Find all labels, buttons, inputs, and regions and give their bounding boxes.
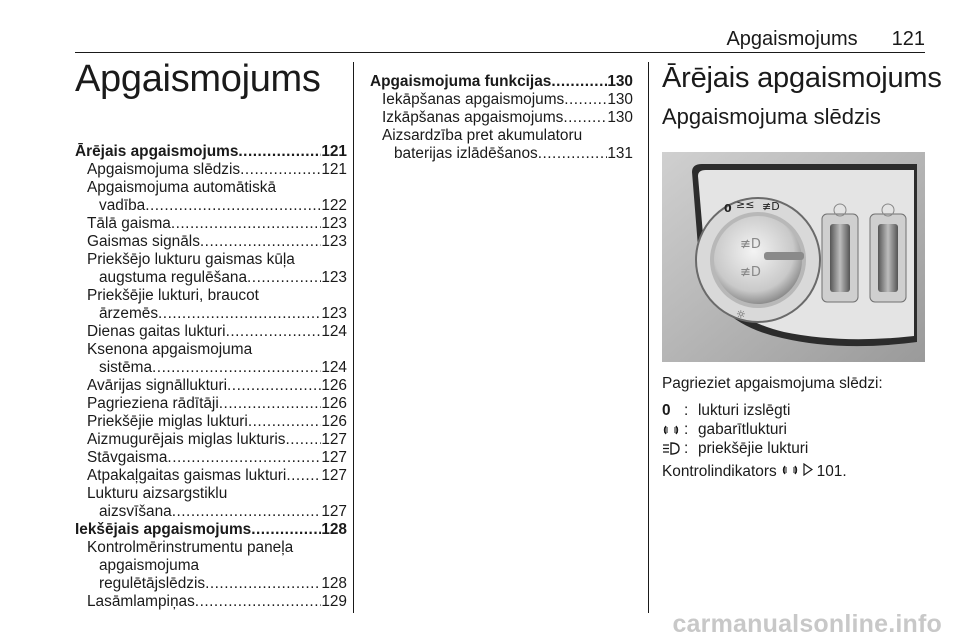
- toc-entry[interactable]: [75, 305, 347, 323]
- indicator-reference: [662, 463, 847, 481]
- legend-row-parking: : gabarītlukturi: [662, 420, 808, 439]
- toc-entry-title: Aizmugurējais miglas lukturis: [87, 431, 286, 448]
- toc-page-number: 126: [321, 395, 347, 412]
- toc-page-number: 131: [607, 145, 633, 162]
- toc-page-number: 127: [321, 467, 347, 484]
- toc-page-number: 126: [321, 377, 347, 394]
- toc-entry[interactable]: [75, 503, 347, 521]
- toc-text-line: apgaismojuma: [99, 557, 200, 574]
- toc-entry-title: Iekāpšanas apgaismojums: [382, 91, 565, 108]
- toc-column-left: [75, 143, 347, 611]
- toc-entry[interactable]: [75, 269, 347, 287]
- toc-text-line: Apgaismojuma automātiskā: [87, 179, 277, 196]
- toc-page-number: 123: [321, 215, 347, 232]
- toc-entry-title: Izkāpšanas apgaismojums: [382, 109, 564, 126]
- running-header: [75, 28, 925, 52]
- legend-text: gabarītlukturi: [698, 421, 787, 438]
- toc-page-number: 130: [607, 73, 633, 90]
- toc-entry-title: sistēma: [99, 359, 153, 376]
- svg-text:≢D: ≢D: [762, 200, 780, 213]
- toc-entry[interactable]: [370, 145, 633, 163]
- toc-entry[interactable]: [75, 377, 347, 395]
- toc-entry-title: Ārējais apgaismojums: [75, 143, 239, 160]
- switch-legend: [662, 401, 808, 458]
- chapter-title: Apgaismojums: [75, 58, 321, 100]
- toc-page-number: 121: [321, 161, 347, 178]
- toc-entry-title: aizsvīšana: [99, 503, 172, 520]
- running-header-title: Apgaismojums: [726, 28, 858, 50]
- toc-leader-dots: [538, 145, 608, 163]
- toc-leader-dots: [563, 109, 607, 127]
- toc-leader-dots: [226, 323, 322, 341]
- toc-leader-dots: [286, 467, 321, 485]
- toc-entry[interactable]: [75, 197, 347, 215]
- subsection-title: Apgaismojuma slēdzis: [662, 104, 881, 129]
- toc-entry[interactable]: [75, 161, 347, 179]
- column-divider: [353, 62, 354, 613]
- toc-page-number: 123: [321, 269, 347, 286]
- toc-entry-title: Lasāmlampiņas: [87, 593, 195, 610]
- toc-entry[interactable]: [75, 323, 347, 341]
- toc-section-entry[interactable]: [75, 521, 347, 539]
- page-reference-arrow-icon: [803, 463, 813, 481]
- toc-text-line: Ksenona apgaismojuma: [87, 341, 253, 358]
- toc-entry[interactable]: [75, 233, 347, 251]
- toc-page-number: 127: [321, 431, 347, 448]
- column-divider: [648, 62, 649, 613]
- toc-text-line: Aizsardzība pret akumulatoru: [382, 127, 583, 144]
- toc-leader-dots: [285, 431, 321, 449]
- toc-leader-dots: [238, 143, 321, 161]
- toc-page-number: 127: [321, 503, 347, 520]
- toc-leader-dots: [195, 593, 322, 611]
- toc-page-number: 124: [321, 359, 347, 376]
- toc-entry-title: Apgaismojuma funkcijas: [370, 73, 552, 90]
- toc-leader-dots: [158, 305, 321, 323]
- legend-row-off: 0 : lukturi izslēgti: [662, 402, 791, 419]
- svg-text:0: 0: [724, 202, 732, 215]
- page-number: 121: [891, 28, 925, 50]
- toc-entry-title: Priekšējie miglas lukturi: [87, 413, 248, 430]
- toc-entry-title: Dienas gaitas lukturi: [87, 323, 226, 340]
- svg-text:≢D: ≢D: [740, 237, 761, 252]
- toc-entry-title: Apgaismojuma slēdzis: [87, 161, 241, 178]
- toc-page-number: 129: [321, 593, 347, 610]
- toc-page-number: 124: [321, 323, 347, 340]
- toc-leader-dots: [205, 575, 321, 593]
- toc-entry-title: baterijas izlādēšanos: [394, 145, 538, 162]
- watermark: carmanualsonline.info: [672, 610, 942, 638]
- switch-caption: Pagrieziet apgaismojuma slēdzi:: [662, 375, 883, 392]
- toc-entry-title: Gaismas signāls: [87, 233, 200, 250]
- toc-entry[interactable]: [370, 91, 633, 109]
- light-switch-photo: [662, 152, 925, 362]
- zero-symbol-icon: 0: [662, 402, 671, 419]
- toc-entry[interactable]: [75, 449, 347, 467]
- toc-leader-dots: [167, 449, 321, 467]
- toc-leader-dots: [152, 359, 321, 377]
- toc-entry[interactable]: [75, 593, 347, 611]
- toc-text-line: Lukturu aizsargstiklu: [87, 485, 228, 502]
- toc-entry-title: augstuma regulēšana: [99, 269, 248, 286]
- header-rule: [75, 52, 925, 53]
- toc-leader-dots: [227, 377, 321, 395]
- toc-leader-dots: [172, 503, 322, 521]
- svg-text:≢D: ≢D: [740, 265, 761, 280]
- headlights-icon: [662, 442, 684, 455]
- toc-column-right: [370, 73, 633, 163]
- toc-entry-title: regulētājslēdzis: [99, 575, 206, 592]
- toc-page-number: 122: [321, 197, 347, 214]
- toc-entry-title: Stāvgaisma: [87, 449, 168, 466]
- toc-page-number: 126: [321, 413, 347, 430]
- toc-page-number: 130: [607, 91, 633, 108]
- toc-entry[interactable]: [75, 359, 347, 377]
- toc-page-number: 127: [321, 449, 347, 466]
- svg-text:☼: ☼: [736, 308, 746, 321]
- toc-entry[interactable]: [75, 575, 347, 593]
- toc-entry-title: ārzemēs: [99, 305, 159, 322]
- toc-entry[interactable]: [75, 413, 347, 431]
- legend-text: priekšējie lukturi: [698, 440, 809, 457]
- toc-section-entry[interactable]: [370, 73, 633, 91]
- toc-leader-dots: [248, 413, 322, 431]
- toc-text-line: Priekšējie lukturi, braucot: [87, 287, 259, 304]
- toc-page-number: 123: [321, 305, 347, 322]
- toc-entry[interactable]: [75, 395, 347, 413]
- toc-page-number: 128: [321, 575, 347, 592]
- parking-lights-icon: [662, 424, 684, 436]
- toc-entry-title: vadība: [99, 197, 146, 214]
- section-title: Ārējais apgaismojums: [662, 62, 942, 94]
- toc-entry-title: Atpakaļgaitas gaismas lukturi: [87, 467, 287, 484]
- indicator-page-ref[interactable]: 101.: [816, 463, 847, 480]
- indicator-label: Kontrolindikators: [662, 463, 777, 480]
- legend-row-headlights: : priekšējie lukturi: [662, 439, 808, 458]
- toc-entry[interactable]: [75, 467, 347, 485]
- toc-section-entry[interactable]: [75, 143, 347, 161]
- toc-entry-title: Iekšējais apgaismojums: [75, 521, 252, 538]
- toc-entry-title: Pagrieziena rādītāji: [87, 395, 219, 412]
- toc-leader-dots: [251, 521, 321, 539]
- toc-page-number: 130: [607, 109, 633, 126]
- toc-page-number: 128: [321, 521, 347, 538]
- toc-entry-title: Avārijas signāllukturi: [87, 377, 228, 394]
- toc-entry-title: Tālā gaisma: [87, 215, 171, 232]
- toc-leader-dots: [564, 91, 607, 109]
- toc-text-line: Priekšējo lukturu gaismas kūļa: [87, 251, 295, 268]
- toc-page-number: 123: [321, 233, 347, 250]
- parking-lights-icon: [781, 463, 799, 481]
- toc-entry[interactable]: [75, 215, 347, 233]
- toc-leader-dots: [551, 73, 607, 91]
- toc-entry[interactable]: [75, 431, 347, 449]
- legend-text: lukturi izslēgti: [698, 402, 791, 419]
- toc-entry[interactable]: [370, 109, 633, 127]
- toc-leader-dots: [219, 395, 322, 413]
- toc-text-line: Kontrolmērinstrumentu paneļa: [87, 539, 294, 556]
- toc-leader-dots: [200, 233, 321, 251]
- toc-leader-dots: [145, 197, 321, 215]
- svg-text:≥≤: ≥≤: [736, 198, 755, 211]
- toc-leader-dots: [247, 269, 321, 287]
- toc-leader-dots: [240, 161, 321, 179]
- toc-leader-dots: [171, 215, 321, 233]
- toc-page-number: 121: [321, 143, 347, 160]
